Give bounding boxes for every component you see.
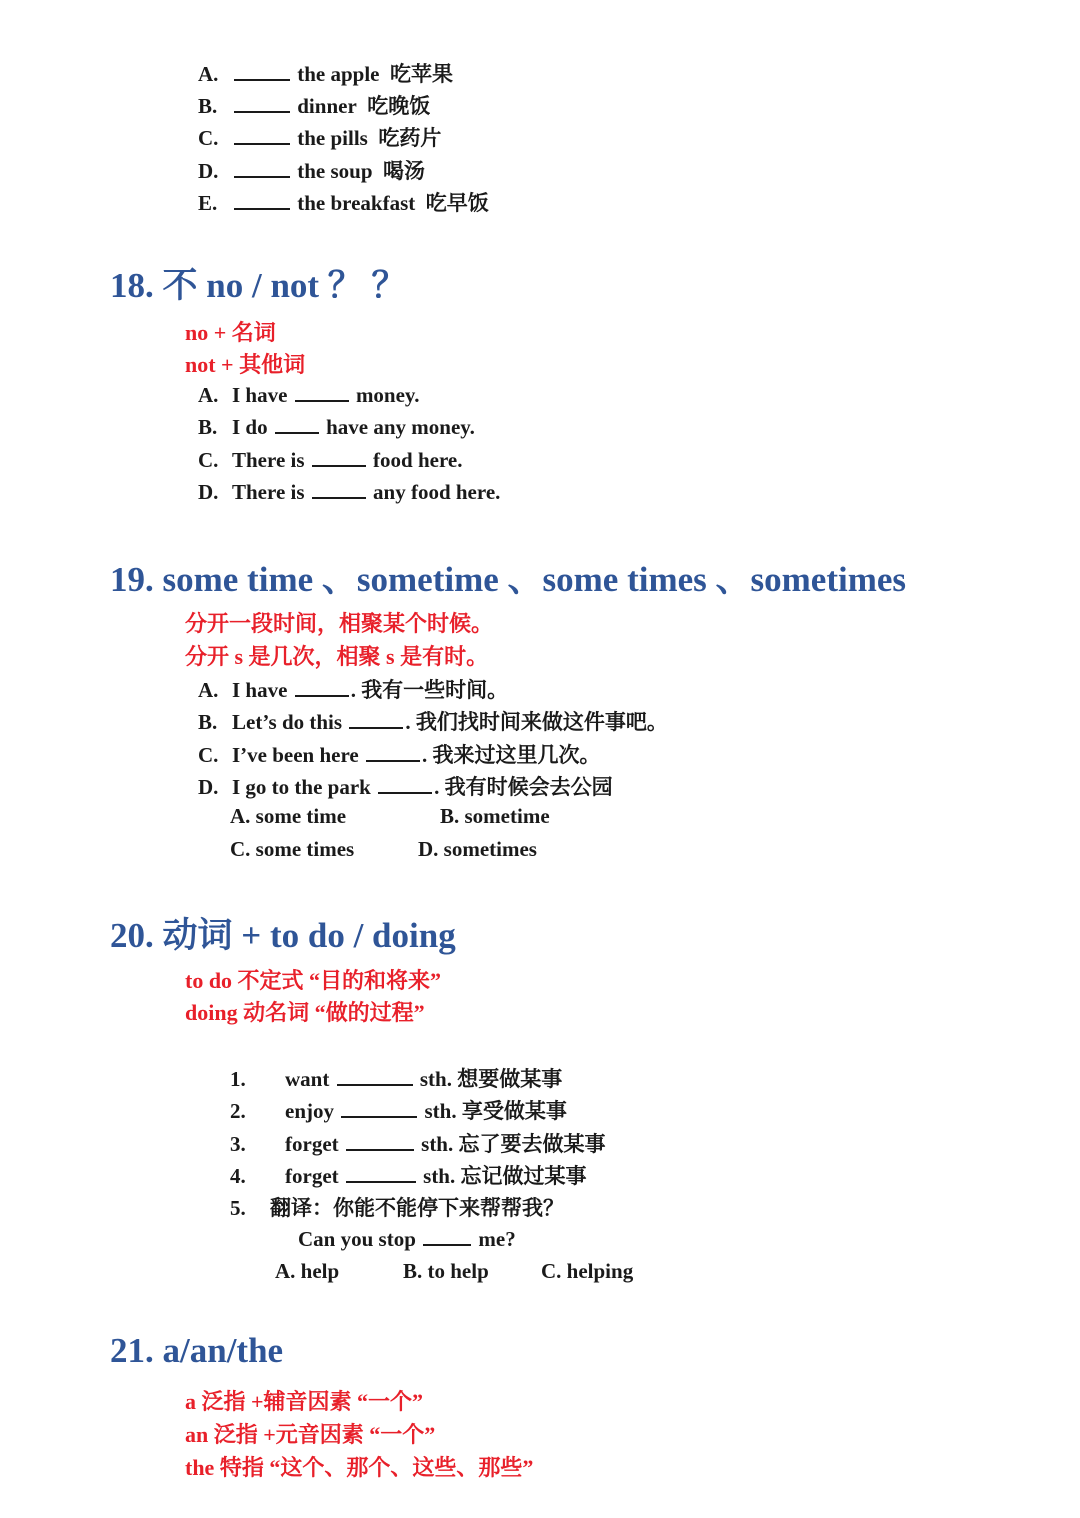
rule-line: no + 名词 xyxy=(185,320,276,345)
option-label: A. help xyxy=(275,1259,340,1283)
blank xyxy=(295,382,349,402)
rule-line: to do 不定式 “目的和将来” xyxy=(185,968,442,993)
section-heading-21: 21. a/an/the xyxy=(110,1331,284,1370)
list-item: 2. enjoy sth. 享受做某事 xyxy=(230,1099,567,1123)
blank xyxy=(423,1226,471,1246)
list-item: A. I have . 我有一些时间。 xyxy=(198,678,509,702)
section-heading-19: 19. some time 、sometime 、some times 、sometimes xyxy=(110,560,907,599)
list-item: D. There is any food here. xyxy=(198,480,501,504)
rule-line: the 特指 “这个、那个、这些、那些” xyxy=(185,1455,534,1480)
blank xyxy=(312,447,366,467)
rule-line: 分开一段时间，相聚某个时候。 xyxy=(185,611,494,636)
rule-line: 分开 s 是几次，相聚 s 是有时。 xyxy=(185,644,489,669)
blank xyxy=(346,1131,414,1151)
blank xyxy=(234,125,290,145)
list-item: B. dinner 吃晚饭 xyxy=(198,94,431,118)
list-item: D. the soup 喝汤 xyxy=(198,159,426,183)
blank xyxy=(234,190,290,210)
rule-line: a 泛指 +辅音因素 “一个” xyxy=(185,1389,424,1414)
list-item: 4. forget sth. 忘记做过某事 xyxy=(230,1164,587,1188)
option-label: B. sometime xyxy=(440,804,550,828)
rule-line: doing 动名词 “做的过程” xyxy=(185,1000,425,1025)
blank xyxy=(234,158,290,178)
blank xyxy=(349,709,403,729)
list-item: E. the breakfast 吃早饭 xyxy=(198,191,489,215)
blank xyxy=(312,479,366,499)
blank xyxy=(366,742,420,762)
list-item: C. I’ve been here . 我来过这里几次。 xyxy=(198,743,601,767)
list-item: 5. 翻译：你能不能停下来帮帮我？ xyxy=(230,1196,564,1220)
list-item: 1. want sth. 想要做某事 xyxy=(230,1067,563,1091)
rule-line: an 泛指 +元音因素 “一个” xyxy=(185,1422,436,1447)
blank xyxy=(346,1163,416,1183)
blank xyxy=(275,414,319,434)
list-item: B. Let’s do this . 我们找时间来做这件事吧。 xyxy=(198,710,668,734)
list-item: C. There is food here. xyxy=(198,448,463,472)
list-item: A. I have money. xyxy=(198,383,420,407)
section-heading-18: 18. 不 no / not ？ ？ xyxy=(110,266,407,305)
section-heading-20: 20. 动词 + to do / doing xyxy=(110,916,456,955)
option-label: C. some times xyxy=(230,837,355,861)
option-label: A. some time xyxy=(230,804,347,828)
blank xyxy=(378,774,432,794)
blank xyxy=(341,1098,417,1118)
option-label: B. to help xyxy=(403,1259,489,1283)
list-item: C. the pills 吃药片 xyxy=(198,126,442,150)
list-item: D. I go to the park . 我有时候会去公园 xyxy=(198,775,613,799)
rule-line: not + 其他词 xyxy=(185,352,306,377)
blank xyxy=(295,677,349,697)
blank xyxy=(234,93,290,113)
list-item: B. I do have any money. xyxy=(198,415,475,439)
option-label: D. sometimes xyxy=(418,837,537,861)
option-label: C. helping xyxy=(541,1259,634,1283)
blank xyxy=(337,1066,413,1086)
list-item: 3. forget sth. 忘了要去做某事 xyxy=(230,1132,606,1156)
translation-sentence: Can you stop me? xyxy=(298,1227,516,1251)
list-item: A. the apple 吃苹果 xyxy=(198,62,454,86)
blank xyxy=(234,61,290,81)
